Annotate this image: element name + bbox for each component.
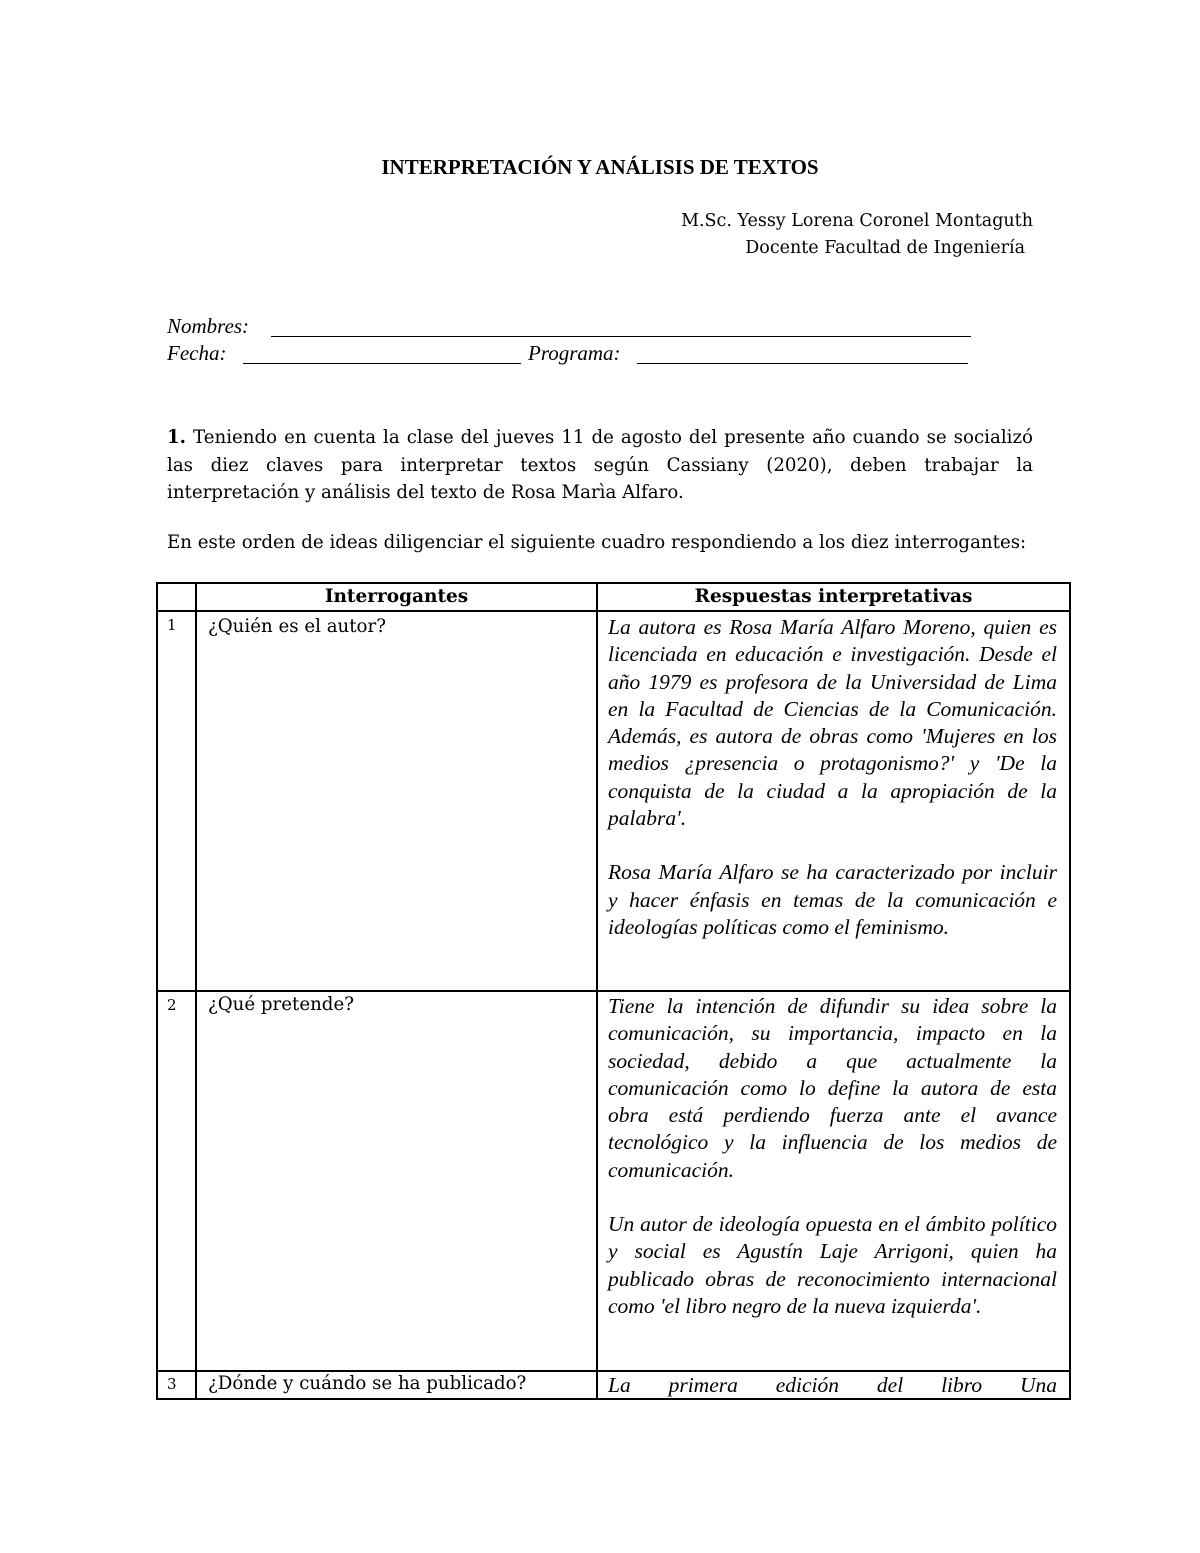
row-question: ¿Dónde y cuándo se ha publicado? — [208, 1373, 527, 1394]
row-number: 2 — [167, 996, 177, 1014]
answer-paragraph: Un autor de ideología opuesta en el ámbito político y social es Agustín Laje Arrigoni, quien ha publicado obras de reconocimiento internacional como 'el libro negro de la nueva izquierda'. — [608, 1212, 1057, 1318]
questions-table — [156, 582, 1071, 1400]
nombres-row — [167, 314, 973, 342]
answer-paragraph: La primera edición del libro Una — [608, 1373, 1057, 1397]
author-role: Docente Facultad de Ingeniería — [745, 238, 1025, 258]
table-border-left — [156, 582, 158, 1400]
programa-field[interactable] — [637, 363, 968, 364]
programa-label: Programa: — [528, 341, 621, 365]
instruction-text: Teniendo en cuenta la clase del jueves 11 de agosto del presente año cuando se socializó las diez claves para interpretar textos según Cassiany (2020), deben trabajar la interpretación y análisis del texto de Rosa Marìa Alfaro. — [167, 427, 1033, 503]
row-answer — [608, 614, 1057, 941]
author-block — [681, 208, 1033, 262]
document-title: INTERPRETACIÓN Y ANÁLISIS DE TEXTOS — [381, 155, 819, 179]
row-answer — [608, 993, 1057, 1320]
row-question: ¿Qué pretende? — [208, 994, 354, 1015]
instruction-paragraph — [167, 424, 1033, 507]
header-questions: Interrogantes — [324, 586, 469, 607]
table-col-divider — [596, 582, 598, 1400]
answer-paragraph: Tiene la intención de difundir su idea sobre la comunicación, su importancia, impacto en la sociedad, debido a que actualmente la comunicación como lo define la autora de esta obra está perdiendo fuerza ante el avance tecnológico y la influencia de los medios de comunicación. — [608, 994, 1057, 1182]
fecha-label: Fecha: — [167, 341, 227, 365]
table-border-right — [1069, 582, 1071, 1400]
fecha-programa-row — [167, 341, 973, 369]
table-row-divider — [156, 990, 1071, 992]
instruction-number: 1. — [167, 427, 186, 448]
instruction-intro: En este orden de ideas diligenciar el siguiente cuadro respondiendo a los diez interrogantes: — [167, 532, 1027, 553]
table-col-divider — [195, 582, 197, 1400]
header-answers: Respuestas interpretativas — [694, 586, 973, 607]
nombres-field[interactable] — [271, 336, 971, 337]
row-number: 1 — [167, 616, 177, 634]
fecha-field[interactable] — [243, 363, 521, 364]
answer-paragraph: Rosa María Alfaro se ha caracterizado por incluir y hacer énfasis en temas de la comunicación e ideologías políticas como el feminismo. — [608, 860, 1057, 939]
author-name: M.Sc. Yessy Lorena Coronel Montaguth — [681, 211, 1033, 231]
row-answer — [608, 1372, 1057, 1399]
table-border-top — [156, 582, 1071, 584]
row-number: 3 — [167, 1375, 177, 1393]
answer-paragraph: La autora es Rosa María Alfaro Moreno, quien es licenciada en educación e investigación. Desde el año 1979 es profesora de la Universidad de Lima en la Facultad de Ciencias de la Comunicación. Además, es autora de obras como 'Mujeres en los medios ¿presencia o protagonismo?' y 'De la conquista de la ciudad a la apropiación de la palabra'. — [608, 615, 1057, 831]
table-header-divider — [156, 610, 1071, 612]
nombres-label: Nombres: — [167, 314, 250, 338]
row-question: ¿Quién es el autor? — [208, 616, 386, 637]
